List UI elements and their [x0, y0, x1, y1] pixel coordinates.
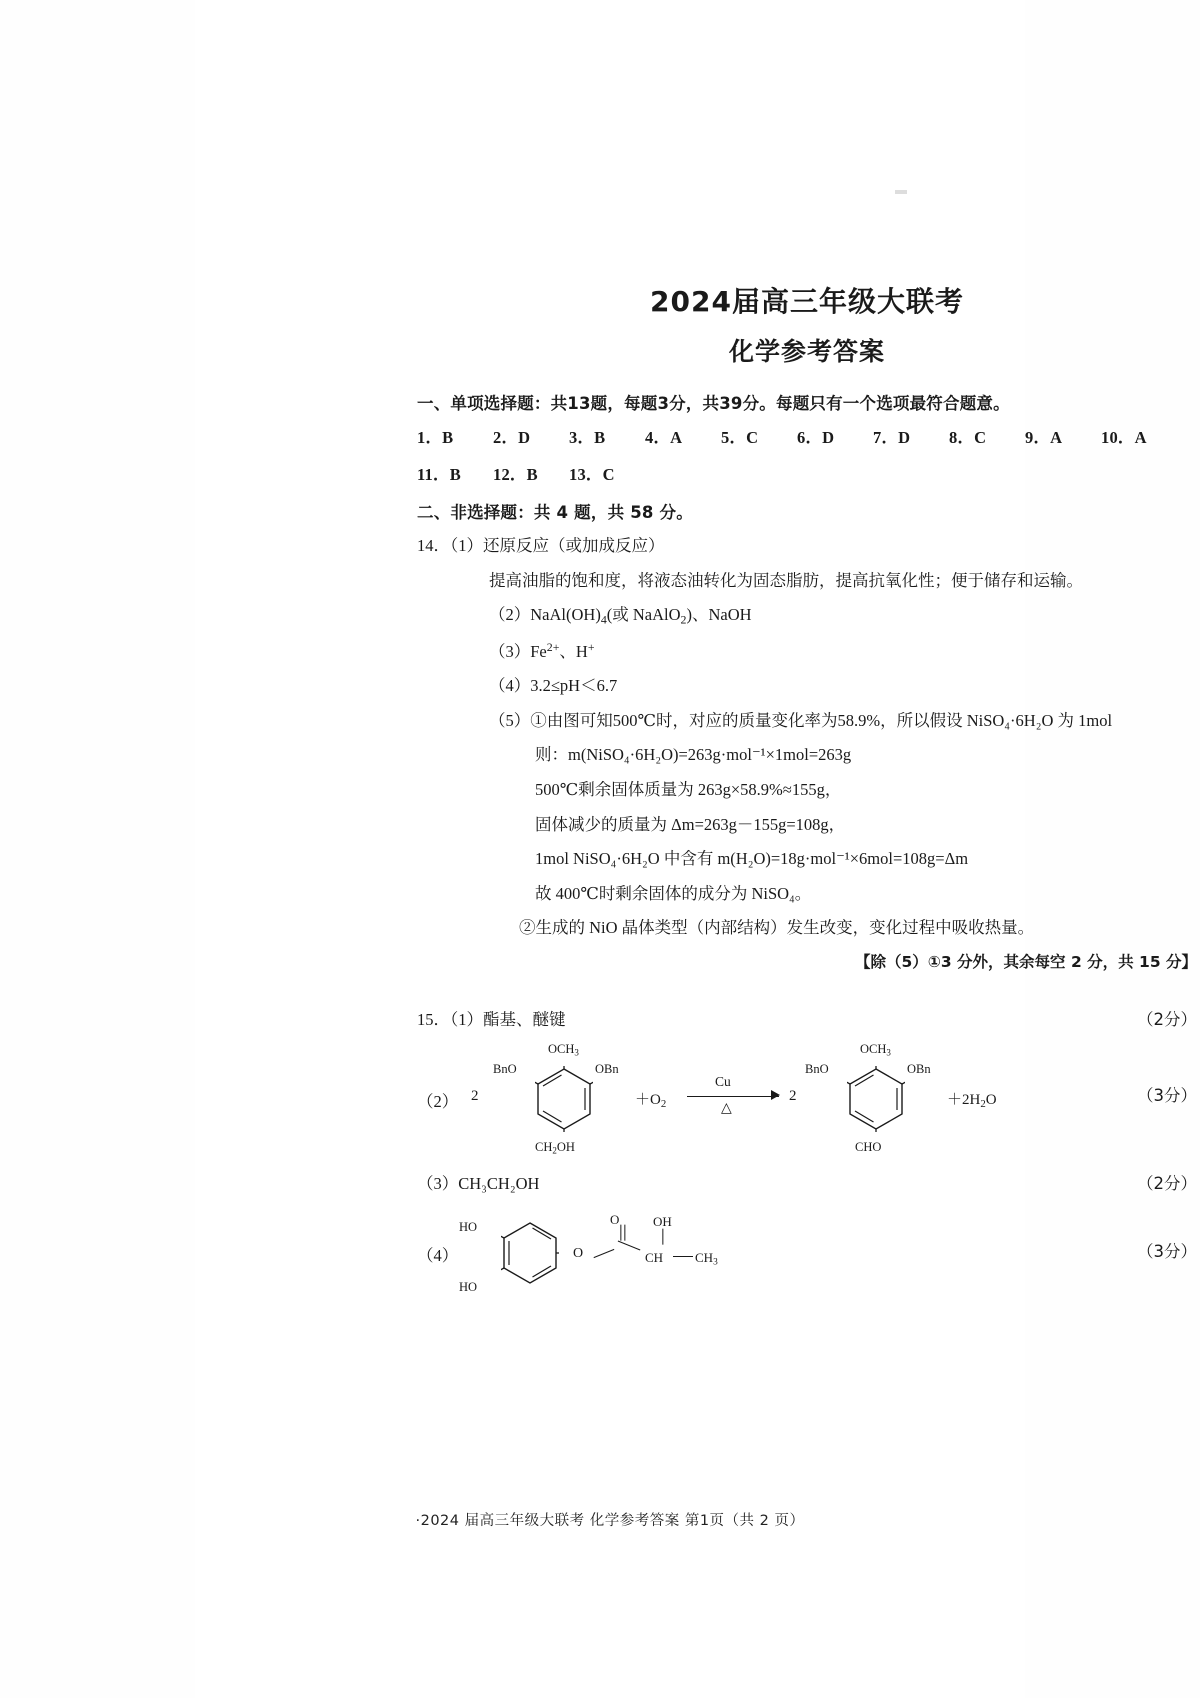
ester-methyl-sub: 3: [713, 1257, 718, 1268]
catalyst-label: Cu: [715, 1073, 731, 1089]
section-2-heading: 二、非选择题：共 4 题，共 58 分。: [417, 503, 693, 522]
reagent-oxygen-sub: 2: [660, 1097, 667, 1110]
product-benzene-ring: [847, 1066, 905, 1132]
product-water: [947, 1088, 997, 1110]
right-cho-label: CHO: [855, 1139, 882, 1154]
q14-part3-a: （3）Fe: [489, 641, 547, 661]
right-obn-label: OBn: [907, 1061, 931, 1076]
q14-part5-line5: 1mol NiSO₄·6H₂O 中含有 m(H₂O)=18g·mol⁻¹×6mol=108g=Δm: [535, 849, 969, 869]
answer-item: 5．C: [721, 428, 759, 447]
left-och3-label: [548, 1042, 579, 1058]
q15-part1-score: （2分）: [1137, 1009, 1197, 1029]
left-och3-text: OCH: [548, 1041, 575, 1056]
q14-part1-detail: 提高油脂的饱和度，将液态油转化为固态脂肪，提高抗氧化性；便于储存和运输。: [489, 570, 1083, 590]
q15-part4-structure: [417, 1198, 1197, 1308]
q14-part3: [489, 638, 1197, 665]
q15-part1-label: 15．（1）酯基、醚键: [417, 1009, 566, 1029]
answer-item: 9．A: [1025, 428, 1063, 447]
answer-item: 7．D: [873, 428, 911, 447]
q15-part4-score: （3分）: [1137, 1241, 1197, 1261]
q15-part2-label: （2）: [417, 1091, 459, 1111]
left-coefficient: 2: [471, 1087, 479, 1104]
q14-part5-line3: 500℃剩余固体质量为 263g×58.9%≈155g，: [535, 780, 842, 800]
paper-sheet: [195, 0, 1197, 1698]
reagent-oxygen: [635, 1088, 666, 1110]
q14-part4: （4）3.2≤pH＜6.7: [489, 676, 618, 696]
answer-item: 8．C: [949, 428, 987, 447]
right-och3-label: [860, 1042, 891, 1058]
q14-part5-line2: 则：m(NiSO₄·6H₂O)=263g·mol⁻¹×1mol=263g: [535, 745, 852, 765]
q14-part2-a: （2）NaAl(OH): [489, 605, 601, 625]
answers-row-1: [417, 424, 1197, 448]
ester-ho-top-label: HO: [459, 1219, 478, 1234]
page-title: 2024届高三年级大联考: [650, 285, 964, 318]
ester-hydroxyl-bond: [662, 1228, 663, 1244]
right-coefficient: 2: [789, 1087, 797, 1104]
q15-part3-row: [417, 1170, 1197, 1196]
answer-item: 3．B: [569, 428, 606, 447]
left-obn-label: OBn: [595, 1061, 619, 1076]
page-subtitle: 化学参考答案: [728, 337, 885, 366]
ester-ch-label: CH: [645, 1249, 664, 1265]
ester-carbonyl-bond-b: [624, 1224, 625, 1240]
ester-bond-2: [618, 1240, 641, 1250]
q14-part5-line6: 故 400℃时剩余固体的成分为 NiSO₄。: [535, 883, 812, 903]
q15-part2-score: （3分）: [1137, 1085, 1197, 1105]
q14-part2-c: )、NaOH: [686, 605, 752, 625]
q14-part3-b: 、H: [559, 641, 588, 661]
left-ch2oh-tail: OH: [556, 1139, 575, 1154]
answer-item: 4．A: [645, 428, 683, 447]
product-water-text: ＋2H: [947, 1091, 981, 1108]
ester-ho-bottom-label: HO: [459, 1279, 478, 1294]
left-och3-sub: 3: [574, 1047, 579, 1058]
answers-row-2: [417, 461, 1197, 485]
ester-ether-oxygen: O: [573, 1245, 584, 1261]
answer-item: 6．D: [797, 428, 835, 447]
answer-item: 13．C: [569, 465, 615, 484]
ester-hydroxyl-label: [653, 1214, 672, 1230]
right-och3-text: OCH: [860, 1041, 887, 1056]
answer-item: 10．A: [1101, 428, 1147, 447]
answer-item: 1．B: [417, 428, 454, 447]
answer-item: 11．B: [417, 465, 461, 484]
reagent-oxygen-text: ＋O: [635, 1091, 661, 1108]
product-water-sub: 2: [980, 1097, 986, 1110]
left-bno-label: BnO: [493, 1061, 517, 1076]
reactant-benzene-ring: [535, 1066, 593, 1132]
product-water-tail: O: [985, 1091, 997, 1108]
q15-part4-label: （4）: [417, 1245, 459, 1265]
scan-artifact: [895, 190, 907, 194]
left-ch2oh-label: [535, 1140, 575, 1156]
ester-benzene-ring: [501, 1220, 559, 1286]
q14-part5-2: ②生成的 NiO 晶体类型（内部结构）发生改变，变化过程中吸收热量。: [519, 918, 1035, 938]
reaction-arrow: [687, 1073, 779, 1118]
ester-hydroxyl-text: OH: [653, 1213, 672, 1229]
left-ch2oh-text: CH: [535, 1139, 553, 1154]
section-1-heading: 一、单项选择题：共13题，每题3分，共39分。每题只有一个选项最符合题意。: [417, 394, 1010, 413]
q15-part2-scheme: [417, 1036, 1197, 1156]
ester-bond-1: [594, 1249, 615, 1258]
q15-part1-row: [417, 1006, 1197, 1032]
page-footer: ·2024 届高三年级大联考 化学参考答案 第1页（共 2 页）: [415, 1513, 805, 1529]
left-ch2oh-sub: 2: [552, 1145, 557, 1156]
q14-part5-line4: 固体减少的质量为 Δm=263g－155g=108g，: [535, 814, 846, 834]
ester-carbonyl-oxygen: O: [610, 1211, 620, 1227]
condition-label: △: [721, 1100, 732, 1116]
document-body: [417, 280, 1197, 1308]
q14-part2: [489, 602, 1197, 629]
arrow-head: [771, 1090, 780, 1100]
q15-part3-label: （3）CH₃CH₂OH: [417, 1173, 540, 1193]
q14-part2-b: (或 NaAlO: [606, 605, 681, 625]
q14-part1: 14．（1）还原反应（或加成反应）: [417, 536, 665, 555]
arrow-line: [687, 1096, 779, 1097]
right-och3-sub: 3: [886, 1047, 891, 1058]
right-bno-label: BnO: [805, 1061, 829, 1076]
answer-item: 2．D: [493, 428, 531, 447]
q15-part3-score: （2分）: [1137, 1173, 1197, 1193]
q15-block: [417, 1006, 1197, 1308]
q14-part3-sup2: +: [587, 639, 595, 654]
q14-part2-sub1: 4: [600, 612, 607, 627]
ester-methyl-label: [695, 1250, 718, 1268]
ester-methyl-text: CH: [695, 1249, 714, 1265]
q14-part3-sup1: 2+: [546, 639, 560, 654]
q14-part5-1: （5）①由图可知500℃时，对应的质量变化率为58.9%，所以假设 NiSO₄·6H₂O 为 1mol: [489, 710, 1113, 730]
ester-bond-3: [673, 1256, 693, 1257]
ester-carbonyl-bond-a: [620, 1224, 621, 1240]
q14-scoring-note: 【除（5）①3 分外，其余每空 2 分，共 15 分】: [854, 952, 1197, 971]
answer-item: 12．B: [493, 465, 538, 484]
q14-part2-sub2: 2: [680, 612, 687, 627]
